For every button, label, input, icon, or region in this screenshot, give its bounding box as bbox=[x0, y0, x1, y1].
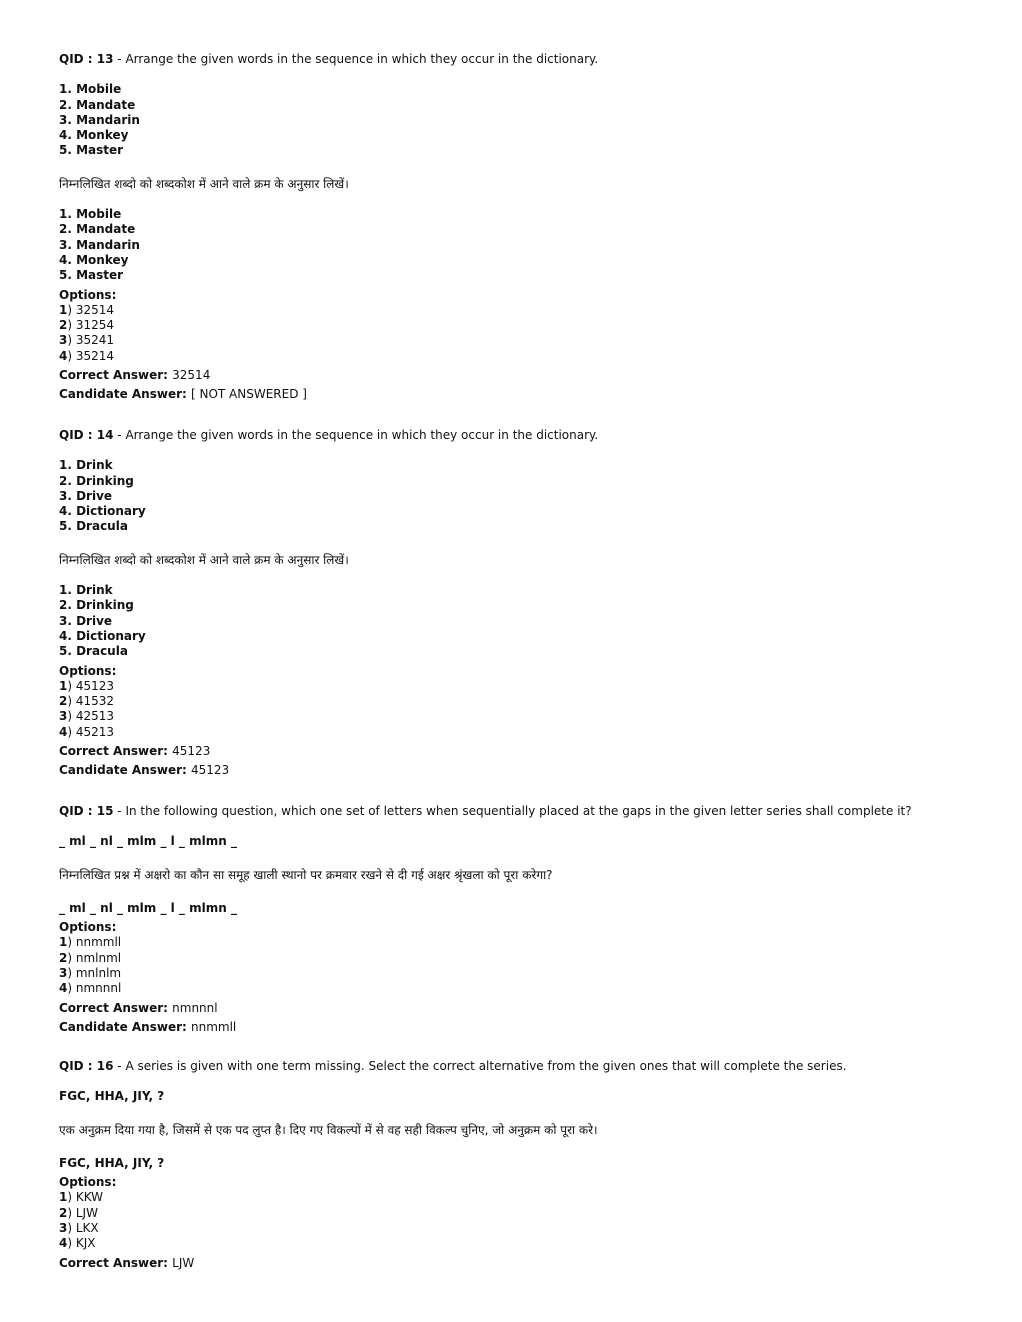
option-text: ) 42513 bbox=[67, 709, 115, 724]
candidate-answer bbox=[59, 1020, 979, 1035]
option-number: 2 bbox=[59, 694, 68, 709]
correct-answer-label: Correct Answer: bbox=[59, 368, 173, 383]
option-text: ) nnmmll bbox=[67, 935, 122, 950]
question-15 bbox=[59, 804, 979, 1035]
options-label: Options: bbox=[59, 663, 117, 678]
option-item bbox=[59, 679, 979, 694]
option-text: ) 45213 bbox=[67, 724, 115, 739]
options-label: Options: bbox=[59, 920, 117, 935]
option-item bbox=[59, 966, 979, 981]
option-text: ) 41532 bbox=[67, 694, 115, 709]
option-item bbox=[59, 303, 979, 318]
candidate-answer-value: 45123 bbox=[190, 763, 230, 778]
option-text: ) 31254 bbox=[67, 318, 115, 333]
option-number: 4 bbox=[59, 981, 68, 996]
word-item: 2. Drinking bbox=[59, 598, 134, 613]
option-item bbox=[59, 1221, 979, 1236]
correct-answer bbox=[59, 368, 979, 383]
option-text: ) nmlnml bbox=[67, 950, 122, 965]
option-number: 3 bbox=[59, 1221, 68, 1236]
option-item bbox=[59, 709, 979, 724]
option-number: 1 bbox=[59, 678, 68, 693]
word-item: 4. Monkey bbox=[59, 252, 129, 267]
letter-series: FGC, HHA, JIY, ? bbox=[59, 1155, 165, 1170]
correct-answer-label: Correct Answer: bbox=[59, 744, 173, 759]
option-number: 1 bbox=[59, 302, 68, 317]
question-header bbox=[59, 1059, 979, 1074]
option-number: 3 bbox=[59, 333, 68, 348]
question-text: - In the following question, which one set of letters when sequentially placed at the gaps in the given letter series shall complete it? bbox=[113, 804, 912, 818]
option-number: 4 bbox=[59, 348, 68, 363]
option-text: ) 35214 bbox=[67, 348, 115, 363]
word-item: 3. Mandarin bbox=[59, 112, 140, 127]
word-item: 2. Mandate bbox=[59, 97, 136, 112]
option-text: ) nmnnnl bbox=[67, 981, 122, 996]
word-item: 1. Drink bbox=[59, 458, 113, 473]
option-number: 2 bbox=[59, 318, 68, 333]
question-13 bbox=[59, 52, 979, 403]
question-text: - A series is given with one term missing. Select the correct alternative from the given ones that will complete the series. bbox=[113, 1059, 847, 1073]
question-16 bbox=[59, 1059, 979, 1271]
option-number: 1 bbox=[59, 1190, 68, 1205]
word-item: 5. Dracula bbox=[59, 519, 128, 534]
word-item: 3. Drive bbox=[59, 613, 113, 628]
word-item: 5. Master bbox=[59, 143, 124, 158]
letter-series: _ ml _ nl _ mlm _ l _ mlmn _ bbox=[59, 900, 237, 915]
correct-answer-label: Correct Answer: bbox=[59, 1255, 173, 1270]
option-text: ) 35241 bbox=[67, 333, 115, 348]
correct-answer bbox=[59, 744, 979, 759]
word-item: 2. Drinking bbox=[59, 473, 134, 488]
option-number: 2 bbox=[59, 950, 68, 965]
option-text: ) 45123 bbox=[67, 678, 115, 693]
letter-series: FGC, HHA, JIY, ? bbox=[59, 1089, 165, 1104]
candidate-answer bbox=[59, 387, 979, 402]
hindi-question-text: एक अनुक्रम दिया गया है, जिसमें से एक पद लुप्त है। दिए गए विकल्पों में से वह सही विकल्प चुनिए, जो अनुक्रम को पूरा करे। bbox=[59, 1122, 598, 1137]
option-number: 3 bbox=[59, 966, 68, 981]
qid-label: QID : 13 bbox=[59, 52, 114, 66]
correct-answer bbox=[59, 1001, 979, 1016]
option-number: 1 bbox=[59, 935, 68, 950]
option-item bbox=[59, 1190, 979, 1205]
option-item bbox=[59, 725, 979, 740]
option-text: ) LJW bbox=[67, 1205, 98, 1220]
option-number: 2 bbox=[59, 1205, 68, 1220]
qid-label: QID : 16 bbox=[59, 1059, 114, 1073]
candidate-answer-label: Candidate Answer: bbox=[59, 1019, 191, 1034]
option-item bbox=[59, 349, 979, 364]
question-header bbox=[59, 804, 979, 819]
candidate-answer-label: Candidate Answer: bbox=[59, 763, 191, 778]
option-item bbox=[59, 951, 979, 966]
option-text: ) mnlnlm bbox=[67, 966, 122, 981]
word-item: 5. Dracula bbox=[59, 644, 128, 659]
option-item bbox=[59, 694, 979, 709]
hindi-question-text: निम्नलिखित प्रश्न में अक्षरो का कौन सा समूह खाली स्थानो पर क्रमवार रखने से दी गई अक्षर श्रृंखला को पूरा करेगा? bbox=[59, 867, 553, 882]
option-item bbox=[59, 333, 979, 348]
option-text: ) KJX bbox=[67, 1236, 96, 1251]
question-header bbox=[59, 428, 979, 443]
qid-label: QID : 15 bbox=[59, 804, 114, 818]
question-text: - Arrange the given words in the sequence in which they occur in the dictionary. bbox=[113, 428, 599, 442]
option-text: ) LKX bbox=[67, 1221, 99, 1236]
option-item bbox=[59, 935, 979, 950]
candidate-answer bbox=[59, 763, 979, 778]
correct-answer bbox=[59, 1256, 979, 1271]
options-label: Options: bbox=[59, 287, 117, 302]
word-item: 4. Dictionary bbox=[59, 628, 146, 643]
question-text: - Arrange the given words in the sequence in which they occur in the dictionary. bbox=[113, 52, 599, 66]
candidate-answer-label: Candidate Answer: bbox=[59, 387, 191, 402]
word-item: 2. Mandate bbox=[59, 222, 136, 237]
option-number: 4 bbox=[59, 724, 68, 739]
option-text: ) 32514 bbox=[67, 302, 115, 317]
word-item: 4. Monkey bbox=[59, 128, 129, 143]
word-item: 1. Mobile bbox=[59, 207, 122, 222]
option-number: 4 bbox=[59, 1236, 68, 1251]
options-label: Options: bbox=[59, 1175, 117, 1190]
word-item: 4. Dictionary bbox=[59, 504, 146, 519]
option-item bbox=[59, 318, 979, 333]
question-header bbox=[59, 52, 979, 67]
correct-answer-value: LJW bbox=[172, 1255, 195, 1270]
option-number: 3 bbox=[59, 709, 68, 724]
option-item bbox=[59, 1236, 979, 1251]
correct-answer-label: Correct Answer: bbox=[59, 1000, 173, 1015]
qid-label: QID : 14 bbox=[59, 428, 114, 442]
option-item bbox=[59, 1206, 979, 1221]
question-14 bbox=[59, 428, 979, 779]
letter-series: _ ml _ nl _ mlm _ l _ mlmn _ bbox=[59, 834, 237, 849]
word-item: 3. Mandarin bbox=[59, 237, 140, 252]
candidate-answer-value: [ NOT ANSWERED ] bbox=[190, 387, 307, 402]
option-text: ) KKW bbox=[67, 1190, 104, 1205]
hindi-question-text: निम्नलिखित शब्दो को शब्दकोश में आने वाले क्रम के अनुसार लिखें। bbox=[59, 552, 349, 567]
correct-answer-value: nmnnnl bbox=[172, 1000, 218, 1015]
correct-answer-value: 32514 bbox=[172, 368, 211, 383]
word-item: 1. Drink bbox=[59, 583, 113, 598]
word-item: 1. Mobile bbox=[59, 82, 122, 97]
hindi-question-text: निम्नलिखित शब्दो को शब्दकोश में आने वाले क्रम के अनुसार लिखें। bbox=[59, 176, 349, 191]
option-item bbox=[59, 981, 979, 996]
correct-answer-value: 45123 bbox=[172, 744, 211, 759]
candidate-answer-value: nnmmll bbox=[190, 1019, 237, 1034]
word-item: 5. Master bbox=[59, 268, 124, 283]
word-item: 3. Drive bbox=[59, 488, 113, 503]
